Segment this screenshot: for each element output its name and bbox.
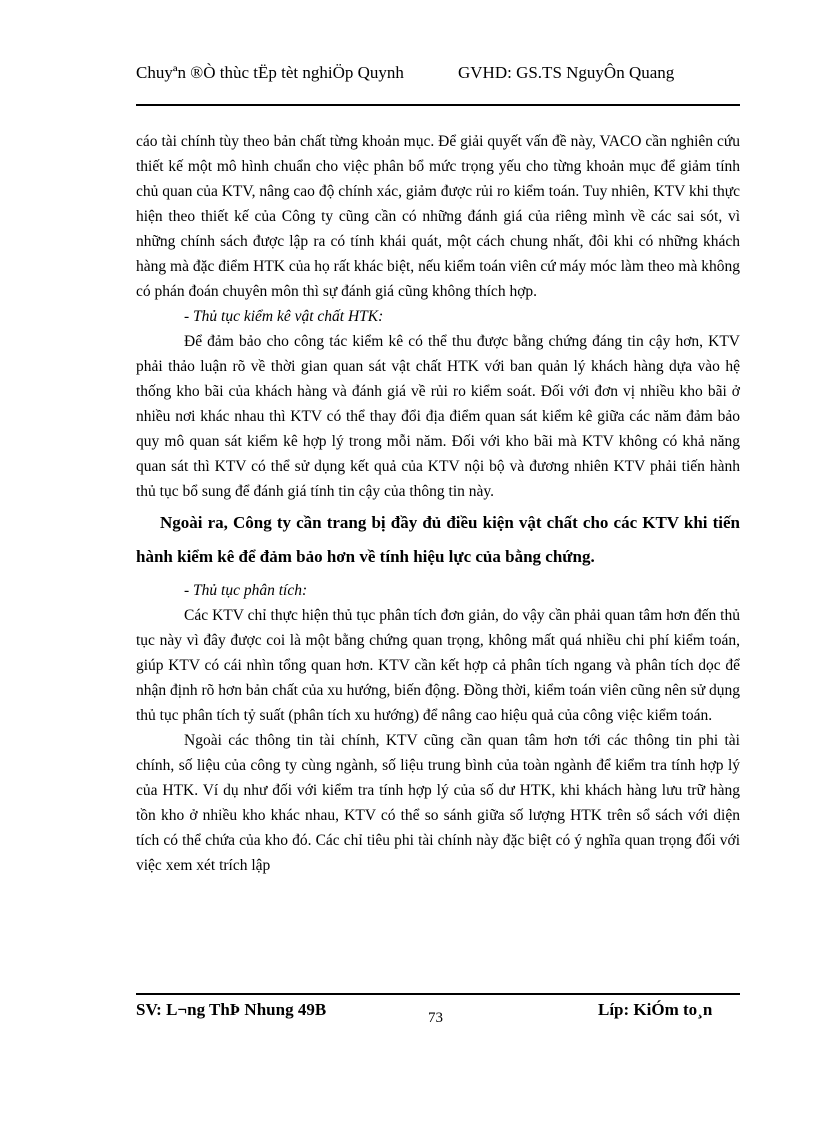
paragraph-2: Để đảm bảo cho công tác kiểm kê có thể thu được bằng chứng đáng tin cậy hơn, KTV phải thảo luận rõ về thời gian quan sát vật chất HTK với ban quản lý khách hàng dựa vào hệ thống kho bãi của khách hàng và đánh giá về rủi ro kiểm soát. Đối với đơn vị nhiều kho bãi ở nhiều nơi khác nhau thì KTV có thể thay đổi địa điểm quan sát kiểm kê giữa các năm đảm bảo quy mô quan sát kiểm kê hợp lý trong mỗi năm. Đối với kho bãi mà KTV không có khả năng quan sát thì KTV có thể sử dụng kết quả của KTV nội bộ và đương nhiên KTV phải tiến hành thủ tục bổ sung để đánh giá tính tin cậy của thông tin này. xyxy=(136,333,740,500)
subheading-inventory-count: - Thủ tục kiểm kê vật chất HTK: xyxy=(184,308,384,325)
paragraph-4: Ngoài các thông tin tài chính, KTV cũng cần quan tâm hơn tới các thông tin phi tài chính, số liệu của công ty cùng ngành, số liệu trung bình của toàn ngành để kiểm tra tính hợp lý của HTK. Ví dụ như đối với kiểm tra tính hợp lý của số dư HTK, khi khách hàng lưu trữ hàng tồn kho ở nhiều kho khác nhau, KTV có thể so sánh giữa số lượng HTK trên sổ sách với diện tích có thể chứa của kho đó. Các chỉ tiêu phi tài chính này đặc biệt có ý nghĩa quan trọng đối với việc xem xét trích lập xyxy=(136,732,740,874)
page-number: 73 xyxy=(428,1010,443,1026)
paragraph-3: Các KTV chỉ thực hiện thủ tục phân tích đơn giản, do vậy cần phải quan tâm hơn đến thủ tục này vì đây được coi là một bằng chứng quan trọng, không mất quá nhiều chi phí kiểm toán, giúp KTV có cái nhìn tổng quan hơn. KTV cần kết hợp cả phân tích ngang và phân tích dọc để nhận định rõ hơn bản chất của xu hướng, biến động. Đồng thời, kiểm toán viên cũng nên sử dụng thủ tục phân tích tỷ suất (phân tích xu hướng) để nâng cao hiệu quả của công việc kiểm toán. xyxy=(136,607,740,724)
paragraph-1: cáo tài chính tùy theo bản chất từng khoản mục. Để giải quyết vấn đề này, VACO cần nghiên cứu thiết kế một mô hình chuẩn cho việc phân bổ mức trọng yếu cho từng khoản mục để giảm tính chủ quan của KTV, nâng cao độ chính xác, giảm được rủi ro kiểm toán. Tuy nhiên, KTV khi thực hiện theo thiết kế của Công ty cũng cần có những đánh giá của riêng mình về các sai sót, vì những chính sách được lập ra có tính khái quát, một cách chung nhất, đôi khi có những khách hàng mà đặc điểm HTK của họ rất khác biệt, nếu kiểm toán viên cứ máy móc làm theo mà không có phán đoán chuyên môn thì sự đánh giá cũng không thích hợp. xyxy=(136,133,740,300)
header-supervisor: GVHD: GS.TS NguyÔn Quang xyxy=(458,63,675,82)
footer-rule xyxy=(136,993,740,995)
subheading-analysis: - Thủ tục phân tích: xyxy=(184,582,308,599)
footer-class: Líp: KiÓm to¸n xyxy=(598,1000,713,1019)
header-left-title: Chuyªn ®Ò thùc tËp tèt nghiÖp Quynh xyxy=(136,63,404,82)
bold-paragraph: Ngoài ra, Công ty cần trang bị đầy đủ điều kiện vật chất cho các KTV khi tiến hành kiểm kê để đảm bảo hơn về tính hiệu lực của bằng chứng. xyxy=(136,513,740,566)
footer-student: SV: L¬ng ThÞ Nhung 49B xyxy=(136,1000,327,1019)
page-body xyxy=(136,129,740,878)
header-rule xyxy=(136,104,740,106)
